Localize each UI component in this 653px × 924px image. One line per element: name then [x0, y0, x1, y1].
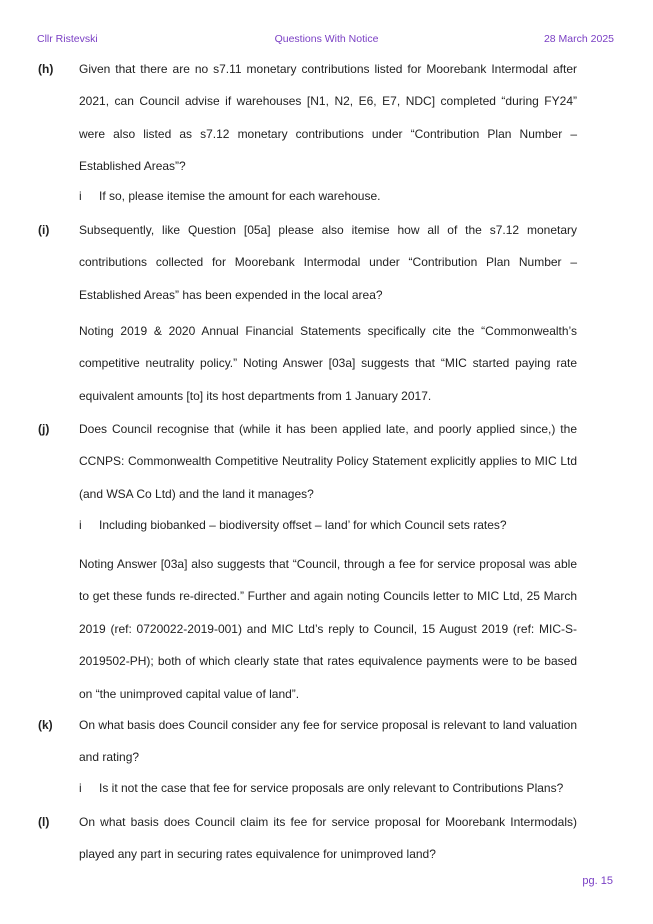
- question-label: (k): [38, 718, 53, 732]
- note-text: Noting Answer [03a] also suggests that “Council, through a fee for service proposal was able to get these funds re-directed.” Further and again noting Councils letter to MIC Ltd, 25 March 2019 (ref: 0720022-2019-001) and MIC Ltd’s reply to Council, 15 August 2019 (ref: MIC-S-2019502-PH); both of which clearly state that rates equivalence payments were to be based on “the unimproved capital value of land”.: [79, 557, 577, 701]
- sub-question-number: i: [79, 781, 82, 795]
- question-text: On what basis does Council consider any fee for service proposal is relevant to land valuation and rating?: [79, 718, 577, 765]
- sub-question-text: If so, please itemise the amount for each warehouse.: [99, 189, 381, 203]
- question-label: (i): [38, 223, 50, 237]
- question-label: (l): [38, 815, 50, 829]
- question-text: On what basis does Council claim its fee for service proposal for Moorebank Intermodals) played any part in securing rates equivalence for unimproved land?: [79, 815, 577, 862]
- note-text: Noting 2019 & 2020 Annual Financial Statements specifically cite the “Commonwealth’s competitive neutrality policy.” Noting Answer [03a] suggests that “MIC started paying rate equivalent amounts [to] its host departments from 1 January 2017.: [79, 324, 577, 403]
- header-title: Questions With Notice: [274, 33, 379, 45]
- question-label: (h): [38, 62, 54, 76]
- question-text: Does Council recognise that (while it has been applied late, and poorly applied since,) the CCNPS: Commonwealth Competitive Neutrality Policy Statement explicitly applies to MIC Ltd (and WSA Co Ltd) and the land it manages?: [79, 422, 577, 501]
- sub-question-number: i: [79, 189, 82, 203]
- sub-question-number: i: [79, 518, 82, 532]
- header-author: Cllr Ristevski: [37, 33, 98, 45]
- question-text: Subsequently, like Question [05a] please also itemise how all of the s7.12 monetary contributions collected for Moorebank Intermodal under “Contribution Plan Number – Established Areas” has been expended in the local area?: [79, 223, 577, 302]
- sub-question-text: Is it not the case that fee for service proposals are only relevant to Contributions Plans?: [99, 781, 564, 795]
- question-text: Given that there are no s7.11 monetary contributions listed for Moorebank Intermodal after 2021, can Council advise if warehouses [N1, N2, E6, E7, NDC] completed “during FY24” were also listed as s7.12 monetary contributions under “Contribution Plan Number – Established Areas”?: [79, 62, 577, 174]
- header-date: 28 March 2025: [543, 33, 614, 45]
- sub-question-text: Including biobanked – biodiversity offset – land’ for which Council sets rates?: [99, 518, 507, 532]
- question-label: (j): [38, 422, 50, 436]
- page-number: pg. 15: [582, 875, 613, 887]
